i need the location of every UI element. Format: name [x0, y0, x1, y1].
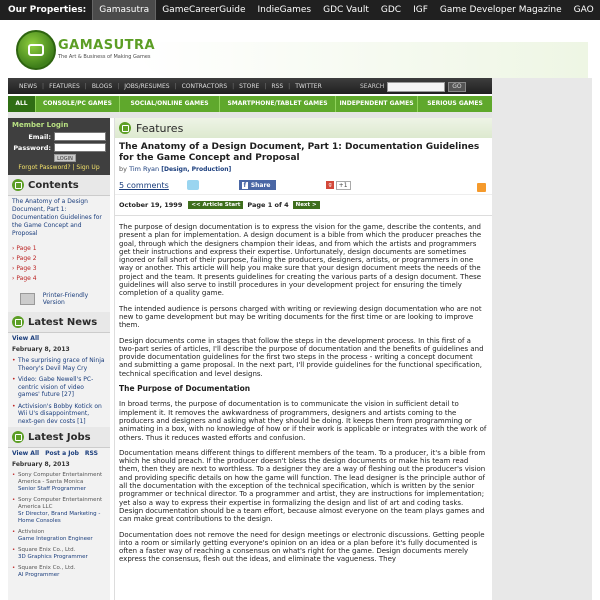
article-paragraph: In broad terms, the purpose of documentation is to communicate the vision in sufficient detail to implement it. It removes the awkwardness of programmers, designers and artists coming to the producers and designers and asking what they should be doing. It keeps them from programming or animating in a box, with no knowledge of how or if their work is applicable or integrates with the work of others. Thus it reduces wasted efforts and confusion.: [119, 400, 487, 442]
property-gdc[interactable]: GDC: [380, 5, 402, 15]
news-icon: [12, 316, 24, 328]
nav-rss[interactable]: RSS: [271, 82, 284, 90]
google-plus-button[interactable]: g +1: [326, 181, 350, 190]
property-game-developer-magazine[interactable]: Game Developer Magazine: [439, 5, 562, 15]
properties-bar: [0, 0, 600, 20]
news-date: February 8, 2013: [12, 346, 70, 353]
news-view-all-link[interactable]: View All: [12, 335, 40, 342]
features-header: [115, 118, 492, 138]
article-title: The Anatomy of a Design Document, Part 1: Documentation Guidelines for the Game Concept and Proposal: [119, 142, 480, 163]
article-date: October 19, 1999: [119, 201, 183, 209]
byline: by Tim Ryan [Design, Production]: [119, 165, 232, 173]
tab-independent-games[interactable]: INDEPENDENT GAMES: [336, 96, 418, 112]
latest-jobs-title: Latest Jobs: [28, 431, 91, 443]
article-subheading: The Purpose of Documentation: [119, 384, 251, 394]
share-bar: [115, 174, 492, 194]
latest-jobs-header: [8, 427, 110, 448]
job-item[interactable]: • Activision Game Integration Engineer: [8, 527, 110, 545]
rss-icon[interactable]: [477, 183, 486, 192]
news-item[interactable]: • Video: Gabe Newell's PC-centric vision of video games' future [27]: [8, 374, 110, 401]
property-gamecareerguide[interactable]: GameCareerGuide: [162, 5, 246, 15]
member-login-title: Member Login: [12, 121, 69, 129]
facebook-icon: f: [243, 181, 247, 189]
header-swoosh: [138, 42, 588, 78]
contents-header: [8, 175, 110, 196]
nav-jobs-resumes[interactable]: JOBS/RESUMES: [124, 82, 170, 90]
contents-article-title: The Anatomy of a Design Document, Part 1: Documentation Guidelines for the Game Concept and Proposal: [12, 198, 102, 237]
login-links[interactable]: Forgot Password? | Sign Up: [18, 164, 100, 171]
member-login-box: [8, 118, 110, 175]
article-pagination: [115, 194, 492, 216]
post-a-job-link[interactable]: Post a Job: [45, 450, 79, 457]
article-tags[interactable]: [Design, Production]: [161, 166, 232, 173]
job-item[interactable]: • Sony Computer Entertainment America - Santa Monica Senior Staff Programmer: [8, 470, 110, 495]
jobs-rss-link[interactable]: RSS: [84, 450, 98, 457]
features-icon: [119, 122, 131, 134]
news-item[interactable]: • Activision's Bobby Kotick on Wii U's disappointment, next-gen dev costs [1]: [8, 401, 110, 428]
article-paragraph: Design documents come in stages that follow the steps in the development process. In this first of a two-part series of articles, I'll describe the purpose of documentation and the benefits of guidelines and provide documentation guidelines for the first two steps in the process - writing a concept document and submitting a game proposal. In the next part, I'll provide guidelines for the functional specification, technical specification and level designs.: [119, 336, 484, 378]
email-label: Email:: [28, 132, 51, 141]
jobs-view-all-link[interactable]: View All: [12, 450, 40, 457]
article-body: [115, 223, 492, 564]
site-header: [8, 20, 592, 78]
main-content: [114, 118, 492, 600]
tab-serious-games[interactable]: SERIOUS GAMES: [427, 100, 483, 107]
gamasutra-logo-icon[interactable]: [16, 30, 56, 70]
search-input[interactable]: [387, 82, 445, 92]
property-gdc-vault[interactable]: GDC Vault: [323, 5, 369, 15]
password-label: Password:: [13, 143, 51, 152]
features-title: Features: [136, 121, 184, 135]
next-page-button[interactable]: Next >: [293, 201, 320, 209]
login-button[interactable]: LOGIN: [54, 154, 76, 162]
nav-twitter[interactable]: TWITTER: [295, 82, 322, 90]
google-plus-icon: g: [328, 182, 332, 188]
jobs-icon: [12, 431, 24, 443]
tab-social-online-games[interactable]: SOCIAL/ONLINE GAMES: [120, 96, 220, 112]
facebook-share-button[interactable]: f Share: [239, 180, 277, 190]
comments-link[interactable]: 5 comments: [119, 180, 169, 190]
search-label: SEARCH: [360, 83, 385, 90]
logo-tagline: The Art & Business of Making Games: [58, 54, 151, 60]
nav-blogs[interactable]: BLOGS: [91, 82, 113, 90]
tab-all[interactable]: ALL: [8, 96, 36, 112]
search-box: [360, 80, 492, 93]
right-column: [492, 78, 592, 600]
nav-features[interactable]: FEATURES: [49, 82, 80, 90]
contents-page-2[interactable]: › Page 2: [12, 255, 37, 262]
tab-console-pc-games[interactable]: CONSOLE/PC GAMES: [36, 96, 120, 112]
printer-friendly-link[interactable]: [8, 286, 110, 312]
job-item[interactable]: • Square Enix Co., Ltd. 3D Graphics Programmer: [8, 545, 110, 563]
property-igf[interactable]: IGF: [413, 5, 428, 15]
article-paragraph: Documentation means different things to different members of the team. To a producer, it's a bible from which he should preach. If the producer doesn't bless the design documents or make his team read them, then they are next to worthless. To a designer they are a way of fleshing out the producer's vision and providing specific details on how the game will function. The lead designer is the principle author of all the documentation with the exception of the technical specification, which is written by the senior programmer or technical director. To a programmer and artist, they are instructions for implementation; yet also a way to express their expertise in formalizing the design and list of art and coding tasks. Design documentation should be a team effort, because almost everyone on the team plays games and can make great contributions to the design.: [119, 448, 486, 524]
article-start-button[interactable]: << Article Start: [188, 201, 243, 209]
page-of-indicator: Page 1 of 4: [247, 201, 289, 209]
article-paragraph: Documentation does not remove the need for design meetings or electronic discussions. Getting people into a room or similarly getting everyone's opinion on an idea or a plan before it's fully documented is often a faster way of reaching a consensus on what's right for the game. Design documents merely express the consensus, flesh out the ideas, and eliminate the vagueness. They: [119, 530, 485, 564]
property-indiegames[interactable]: IndieGames: [257, 5, 312, 15]
printer-icon: [20, 293, 35, 305]
nav-store[interactable]: STORE: [239, 82, 260, 90]
contents-page-1[interactable]: › Page 1: [12, 245, 37, 252]
author-link[interactable]: Tim Ryan: [129, 165, 160, 173]
search-go-button[interactable]: GO: [448, 82, 465, 92]
article-paragraph: The purpose of design documentation is to express the vision for the game, describe the contents, and present a plan for implementation. A design document is a bible from which the producer preaches the goal, through which the designers champion their ideas, and from which the artists and programmers get their instructions and express their expertise. Unfortunately, design documents are sometimes ignored or fall short of their purpose, failing the producers, designers, artists, or programmers in one way or another. This article will help you make sure that your design document meets the needs of the project and the team. It presents guidelines for creating the various parts of a design document. These guidelines will also serve to instill procedures in your development project for ensuring the timely completion of a quality game.: [119, 223, 482, 298]
contents-list: [8, 196, 110, 286]
printer-friendly-label: Printer-Friendly Version: [42, 292, 89, 306]
nav-contractors[interactable]: CONTRACTORS: [181, 82, 228, 90]
left-sidebar: [8, 118, 110, 600]
properties-label: Our Properties:: [8, 5, 87, 15]
property-gamasutra[interactable]: Gamasutra: [92, 0, 156, 20]
email-field[interactable]: [54, 132, 106, 141]
latest-news-title: Latest News: [28, 316, 98, 328]
property-gao[interactable]: GAO: [573, 5, 594, 15]
contents-page-3[interactable]: › Page 3: [12, 265, 37, 272]
logo-name[interactable]: GAMASUTRA: [58, 38, 156, 53]
contents-page-4[interactable]: › Page 4: [12, 275, 37, 282]
news-item[interactable]: • The surprising grace of Ninja Theory's Devil May Cry: [8, 355, 110, 374]
jobs-date: February 8, 2013: [12, 461, 70, 468]
tab-smartphone-tablet-games[interactable]: SMARTPHONE/TABLET GAMES: [220, 96, 336, 112]
contents-title: Contents: [28, 179, 79, 191]
twitter-icon[interactable]: [187, 180, 199, 190]
article-paragraph: The intended audience is persons charged with writing or reviewing design documentation who are not new to game development but may be writing documents for the first time or are looking to improve them.: [119, 304, 482, 330]
job-item[interactable]: • Square Enix Co., Ltd. AI Programmer: [8, 563, 110, 581]
job-item[interactable]: • Sony Computer Entertainment America LLC Sr Director, Brand Marketing - Home Consoles: [8, 495, 110, 527]
nav-news[interactable]: NEWS: [19, 82, 38, 90]
main-nav: NEWS | FEATURES | BLOGS | JOBS/RESUMES | CONTRACTORS | STORE | RSS | TWITTER: [8, 78, 492, 94]
contents-icon: [12, 179, 24, 191]
category-tabs: [8, 96, 492, 112]
latest-news-header: [8, 312, 110, 333]
password-field[interactable]: [54, 143, 106, 152]
